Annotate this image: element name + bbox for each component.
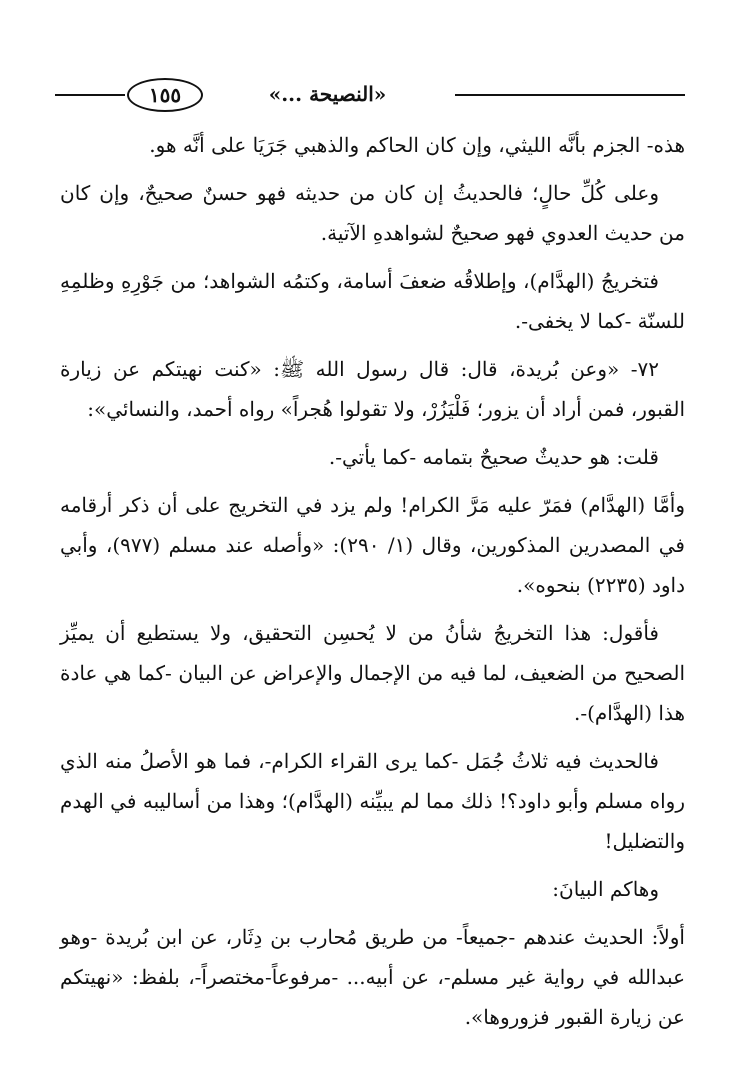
paragraph-7: فأقول: هذا التخريجُ شأنُ من لا يُحسِن التحقيق، ولا يستطيع أن يميِّز الصحيح من الضعيف، لما فيه من الإجمال والإعراض عن البيان -كما هي عادة هذا (الهدَّام)-. bbox=[60, 621, 685, 725]
paragraph-5: قلت: هو حديثٌ صحيحٌ بتمامه -كما يأتي-. bbox=[328, 445, 659, 469]
page-header bbox=[55, 78, 685, 110]
paragraph-4: ٧٢- «وعن بُريدة، قال: قال رسول الله ﷺ: «كنت نهيتكم عن زيارة القبور، فمن أراد أن يزور؛ فَلْيَزُرْ، ولا تقولوا هُجراً» رواه أحمد، والنسائي»: bbox=[60, 357, 685, 421]
paragraph-1: هذه- الجزم بأنَّه الليثي، وإن كان الحاكم والذهبي جَرَيَا على أنَّه هو. bbox=[149, 133, 685, 157]
paragraph-3: فتخريجُ (الهدَّام)، وإطلاقُه ضعفَ أسامة، وكتمُه الشواهد؛ من جَوْرِهِ وظلمِهِ للسنّة -كما لا يخفى-. bbox=[60, 269, 685, 333]
paragraph-9: وهاكم البيانَ: bbox=[552, 877, 659, 901]
paragraph-10: أولاً: الحديث عندهم -جميعاً- من طريق مُحارب بن دِثَار، عن ابن بُريدة -وهو عبدالله في رواية غير مسلم-، عن أبيه... -مرفوعاً-مختصراً-، بلفظ: «نهيتكم عن زيارة القبور فزوروها». bbox=[60, 925, 685, 1029]
paragraph-8: فالحديث فيه ثلاثُ جُمَل -كما يرى القراء الكرام-، فما هو الأصلُ منه الذي رواه مسلم وأبو داود؟! ذلك مما لم يبيِّنه (الهدَّام)؛ وهذا من أساليبه في الهدم والتضليل! bbox=[60, 749, 685, 853]
paragraph-2: وعلى كُلِّ حالٍ؛ فالحديثُ إن كان من حديثه فهو حسنٌ صحيحٌ، وإن كان من حديث العدوي فهو صحيحٌ لشواهدهِ الآتية. bbox=[60, 181, 685, 245]
page-number: ١٥٥ bbox=[127, 78, 203, 112]
running-title: «النصيحة ...» bbox=[200, 80, 455, 108]
header-rule-left bbox=[55, 94, 125, 96]
paragraph-6: وأمَّا (الهدَّام) فمَرّ عليه مَرَّ الكرام! ولم يزد في التخريج على أن ذكر أرقامه في المصدرين المذكورين، وقال (١/ ٢٩٠): «وأصله عند مسلم (٩٧٧)، وأبي داود (٢٢٣٥) بنحوه». bbox=[60, 493, 685, 597]
page-body bbox=[60, 125, 685, 1045]
